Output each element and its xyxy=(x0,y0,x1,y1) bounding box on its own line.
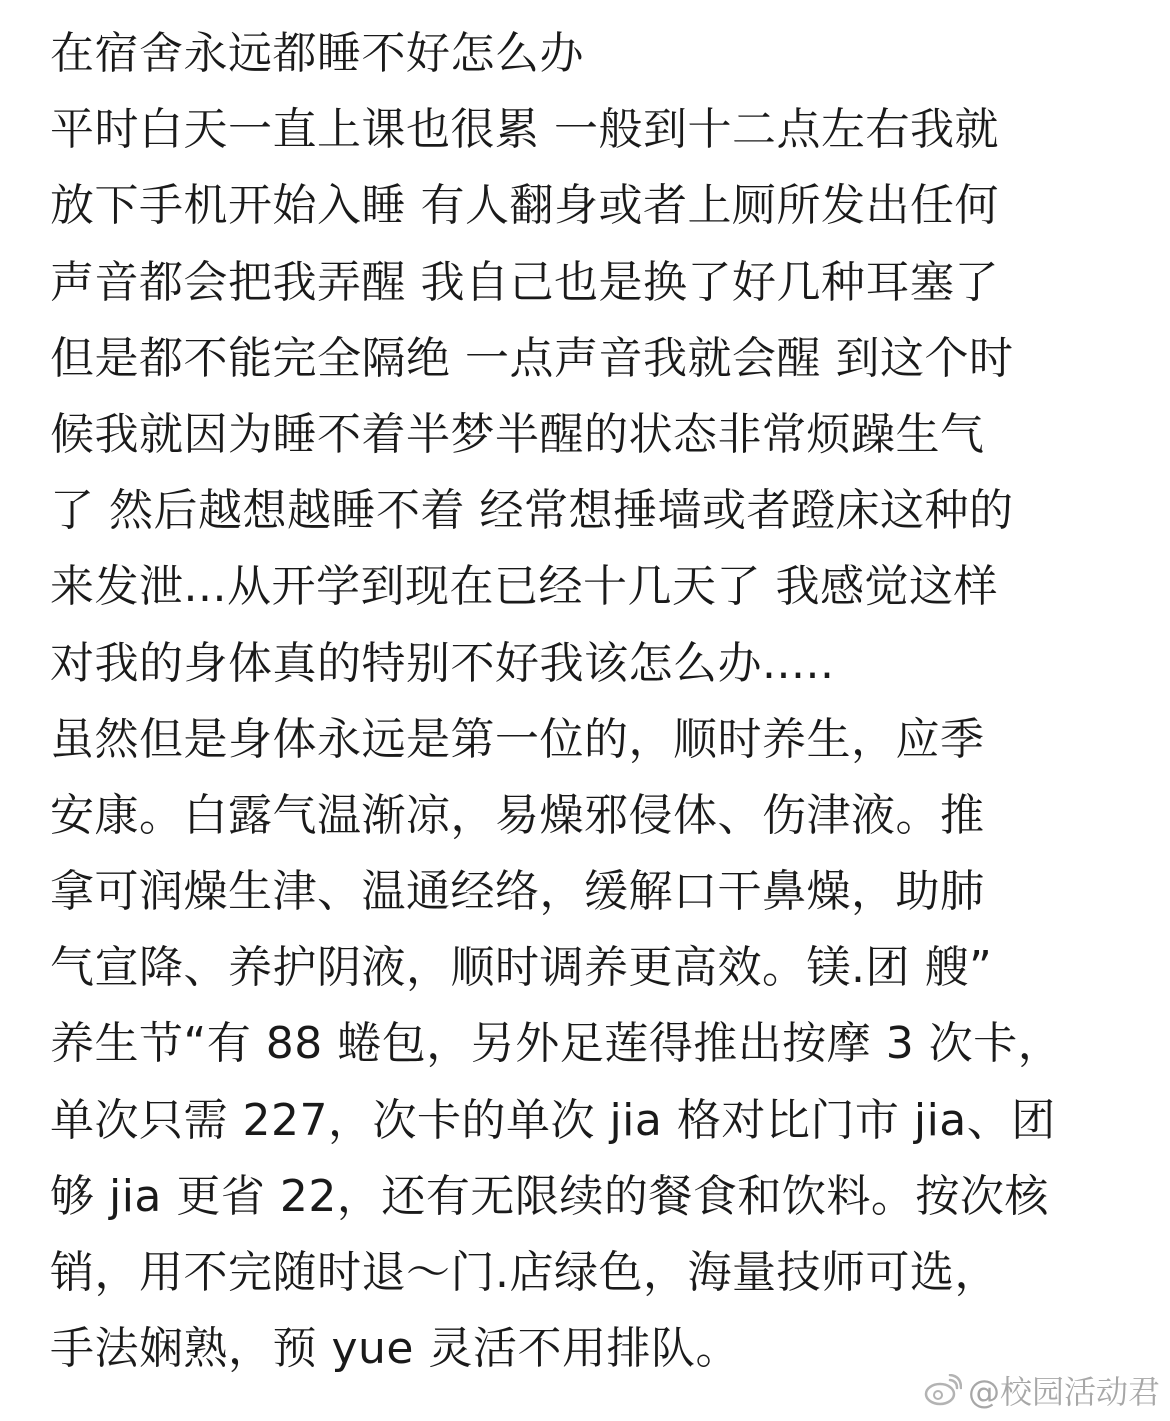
post-line: 单次只需 227，次卡的单次 jia 格对比门市 jia、团 xyxy=(50,1094,1056,1146)
watermark-text: @校园活动君 xyxy=(967,1373,1160,1411)
post-line: 平时白天一直上课也很累 一般到十二点左右我就 xyxy=(50,104,999,156)
weibo-icon xyxy=(924,1374,962,1406)
post-line: 养生节“有 88 蜷包，另外足莲得推出按摩 3 次卡， xyxy=(50,1018,1063,1070)
post-title: 在宿舍永远都睡不好怎么办 xyxy=(50,28,584,79)
post-line: 够 jia 更省 22，还有无限续的餐食和饮料。按次核 xyxy=(50,1170,1049,1222)
post-line: 来发泄...从开学到现在已经十几天了 我感觉这样 xyxy=(50,561,998,613)
post-line: 对我的身体真的特别不好我该怎么办..... xyxy=(50,637,835,689)
post-line: 气宣降、养护阴液，顺时调养更高效。镁.团 艘” xyxy=(50,942,993,994)
post-line: 手法娴熟，预 yue 灵活不用排队。 xyxy=(50,1323,740,1375)
post-line: 放下手机开始入睡 有人翻身或者上厕所发出任何 xyxy=(50,180,999,232)
post-line: 但是都不能完全隔绝 一点声音我就会醒 到这个时 xyxy=(50,332,1014,384)
post-line: 候我就因为睡不着半梦半醒的状态非常烦躁生气 xyxy=(50,408,985,460)
post-line: 声音都会把我弄醒 我自己也是换了好几种耳塞了 xyxy=(50,256,999,308)
post-line: 销，用不完随时退～门.店绿色，海量技师可选， xyxy=(50,1247,999,1298)
post-line: 虽然但是身体永远是第一位的，顺时养生，应季 xyxy=(50,713,985,765)
watermark xyxy=(924,1367,1160,1413)
post-body xyxy=(50,16,1130,1387)
post-line: 拿可润燥生津、温通经络，缓解口干鼻燥，助肺 xyxy=(50,866,985,918)
post-line: 安康。白露气温渐凉，易燥邪侵体、伤津液。推 xyxy=(50,789,985,841)
post-line: 了 然后越想越睡不着 经常想捶墙或者蹬床这种的 xyxy=(50,485,1014,537)
